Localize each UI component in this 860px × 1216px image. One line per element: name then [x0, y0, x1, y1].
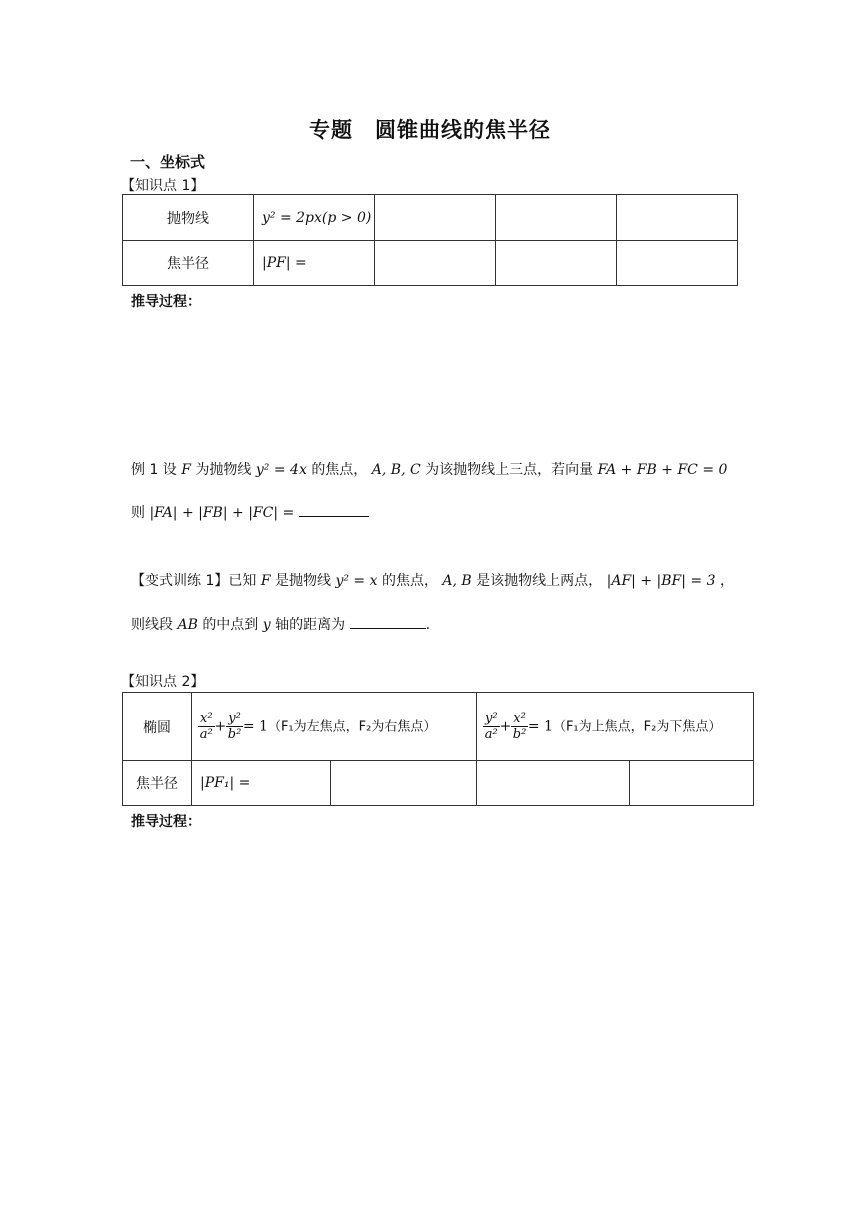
variant-1-text: 的中点到 [202, 617, 259, 633]
cell-parabola-equation: y² = 2px(p > 0) [254, 195, 375, 241]
ellipse-note-vertical: （F₁为上焦点，F₂为下焦点） [552, 719, 722, 735]
variant-1-text: 是抛物线 [274, 573, 331, 589]
variant-1-axis: y [262, 617, 271, 633]
variant-1-text: 轴的距离为 [275, 617, 346, 633]
empty-cell [496, 241, 617, 286]
variant-1-curve: y² = x [335, 573, 378, 589]
example-1-focus: F [181, 462, 191, 478]
example-1-vector-sum: FA + FB + FC = 0 [597, 462, 728, 478]
empty-cell [630, 761, 754, 806]
variant-1-points: A, B [442, 573, 472, 589]
example-1-line-2 [131, 502, 369, 522]
example-1-abs-sum: |FA| + |FB| + |FC| = [149, 505, 295, 521]
section-heading: 一、坐标式 [130, 153, 206, 171]
empty-cell [331, 761, 477, 806]
cell-focal-radius-expr: |PF| = [254, 241, 375, 286]
page-title: 专题 圆锥曲线的焦半径 [309, 118, 551, 142]
cell-ellipse-equation-vertical: $\frac{\text{y²}}{\text{a²}}$ + $\frac{\text{x²}}{\text{b²}}$ = 1（F₁为上焦点，F₂为下焦点） [477, 693, 754, 761]
table-ellipse [122, 692, 754, 806]
variant-1-prefix: 【变式训练 1】已知 [131, 573, 257, 589]
variant-1-text: 的焦点， [381, 573, 438, 589]
fraction: $\frac{\text{y²}}{\text{b²}}$ [227, 711, 242, 742]
empty-cell [617, 241, 738, 286]
variant-1-text: 是该抛物线上两点， [476, 573, 603, 589]
example-1-text: 为该抛物线上三点，若向量 [425, 462, 594, 478]
variant-1-text: 则线段 [131, 617, 173, 633]
cell-focal-radius-label: 焦半径 [123, 761, 192, 806]
ellipse-note-horizontal: （F₁为左焦点，F₂为右焦点） [267, 719, 437, 735]
variant-1-end: . [425, 617, 431, 633]
variant-1-segment: AB [177, 617, 198, 633]
knowledge-point-2-label: 【知识点 2】 [121, 674, 205, 690]
variant-1-focus: F [260, 573, 271, 589]
example-1-text: 的焦点， [311, 462, 368, 478]
example-1-curve: y² = 4x [255, 462, 307, 478]
answer-blank[interactable] [299, 502, 369, 517]
cell-focal-radius-label: 焦半径 [123, 241, 254, 286]
table-parabola [122, 194, 738, 286]
knowledge-point-1-label: 【知识点 1】 [121, 178, 205, 194]
derivation-label: 推导过程： [131, 814, 201, 830]
cell-ellipse-label: 椭圆 [123, 693, 192, 761]
empty-cell [375, 195, 496, 241]
example-1-prefix: 例 1 设 [131, 462, 177, 478]
cell-parabola-label: 抛物线 [123, 195, 254, 241]
cell-ellipse-equation-horizontal: $\frac{\text{x²}}{\text{a²}}$ + $\frac{\text{y²}}{\text{b²}}$ = 1（F₁为左焦点，F₂为右焦点） [192, 693, 477, 761]
answer-blank[interactable] [350, 614, 426, 629]
variant-1-line-1 [131, 570, 734, 590]
example-1-line-1 [131, 459, 727, 479]
fraction: $\frac{\text{y²}}{\text{a²}}$ [484, 711, 498, 742]
variant-1-tail: ， [719, 573, 734, 589]
example-1-points: A, B, C [371, 462, 421, 478]
variant-1-line-2 [131, 614, 430, 634]
empty-cell [617, 195, 738, 241]
fraction: $\frac{\text{x²}}{\text{a²}}$ [199, 711, 213, 742]
variant-1-condition: |AF| + |BF| = 3 [606, 573, 716, 589]
derivation-label: 推导过程： [131, 294, 201, 310]
example-1-line2-prefix: 则 [131, 505, 145, 521]
empty-cell [496, 195, 617, 241]
fraction: $\frac{\text{x²}}{\text{b²}}$ [512, 711, 527, 742]
example-1-text: 为抛物线 [195, 462, 252, 478]
empty-cell [375, 241, 496, 286]
empty-cell [477, 761, 630, 806]
cell-focal-radius-expr: |PF₁| = [192, 761, 331, 806]
